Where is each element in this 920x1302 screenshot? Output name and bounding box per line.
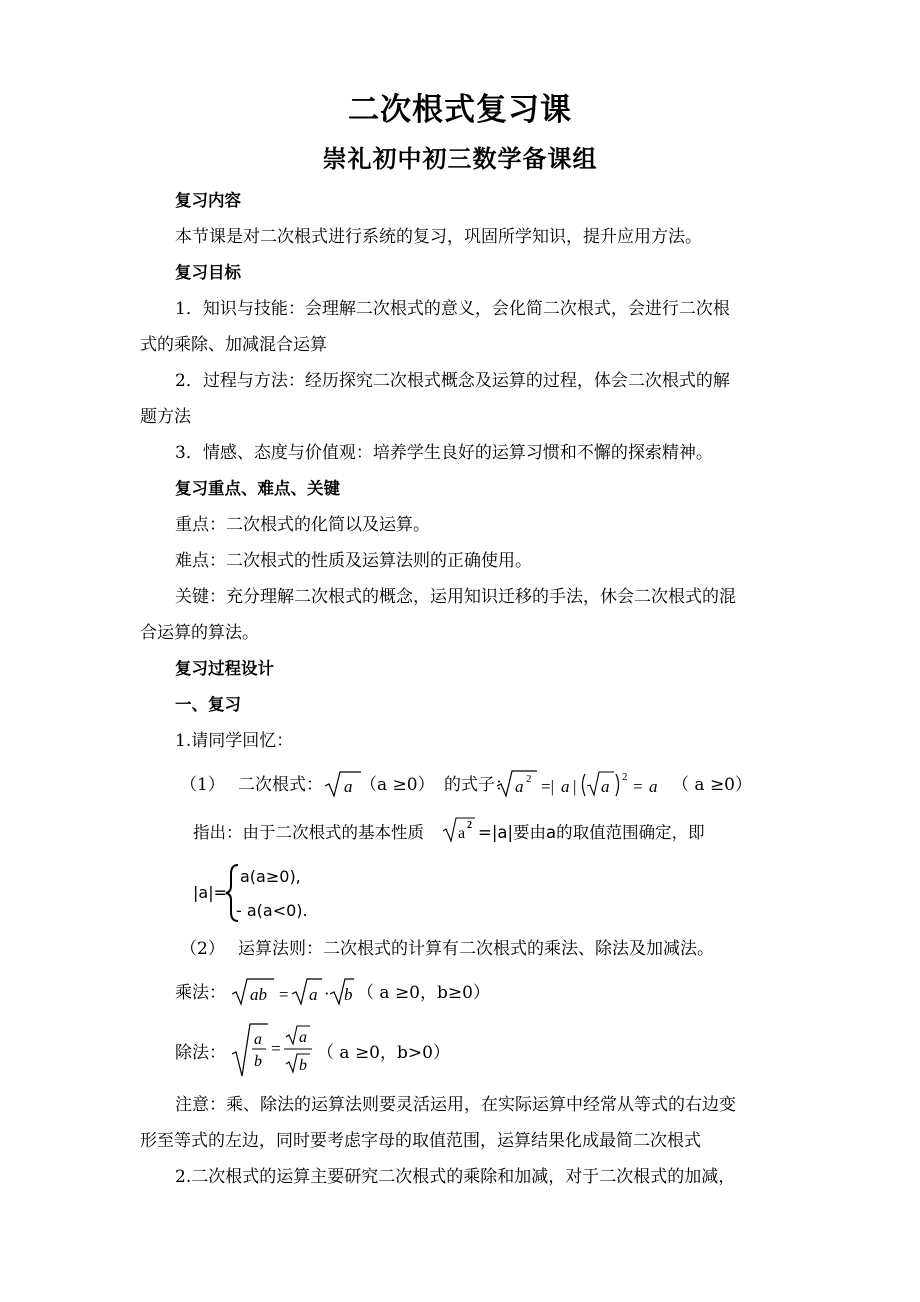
svg-text:a: a	[561, 777, 570, 796]
svg-text:a: a	[458, 825, 466, 842]
sqrt-a-formula	[323, 768, 363, 800]
svg-text:=: =	[271, 1039, 281, 1058]
content-paragraph: 本节课是对二次根式进行系统的复习，巩固所学知识，提升应用方法。	[175, 227, 702, 247]
goal-3: 3．情感、态度与价值观：培养学生良好的运算习惯和不懈的探索精神。	[175, 443, 713, 463]
section-heading-keypoints: 复习重点、难点、关键	[175, 479, 340, 498]
section-heading-process: 复习过程设计	[175, 659, 274, 678]
svg-text:a: a	[649, 777, 658, 796]
division-label: 除法：	[175, 1043, 226, 1063]
goal-1-line-2: 式的乘除、加减混合运算	[140, 335, 327, 355]
svg-text:=: =	[279, 985, 289, 1004]
multiplication-condition: （ a ≥0，b≥0）	[357, 983, 490, 1003]
caution-line-2: 形至等式的左边，同时要考虑字母的取值范围，运算结果化成最简二次根式	[140, 1131, 701, 1151]
part-1-heading: 一、复习	[175, 695, 241, 714]
goal-2-line-2: 题方法	[140, 407, 191, 427]
caution-line-1: 注意：乘、除法的运算法则要灵活运用，在实际运算中经常从等式的右边变	[175, 1095, 736, 1115]
page-subtitle: 崇礼初中初三数学备课组	[322, 145, 598, 173]
item-1-condition-2: （ a ≥0）	[672, 775, 753, 795]
key-point: 重点：二次根式的化简以及运算。	[175, 515, 430, 535]
division-formula	[230, 1018, 314, 1080]
section-heading-goals: 复习目标	[175, 263, 241, 282]
abs-a-label: |a|=	[193, 883, 227, 902]
recall-prompt: 1.请同学回忆：	[175, 731, 294, 751]
goal-1-line-1: 1．知识与技能：会理解二次根式的意义，会化简二次根式，会进行二次根	[175, 299, 730, 319]
abs-case-1: a(a≥0),	[240, 867, 301, 886]
multiplication-formula	[230, 974, 354, 1008]
svg-text:2: 2	[622, 771, 628, 783]
svg-text:b: b	[344, 985, 353, 1004]
note-part-1: 指出：由于二次根式的基本性质	[193, 823, 424, 842]
item-1-mid: 的式子：	[444, 775, 512, 795]
svg-text:b: b	[299, 1057, 307, 1074]
multiplication-label: 乘法：	[175, 983, 226, 1003]
abs-case-2: - a(a<0).	[236, 901, 308, 920]
svg-text:a: a	[254, 1031, 262, 1048]
crux-line-1: 关键：充分理解二次根式的概念，运用知识迁移的手法，休会二次根式的混	[175, 587, 736, 607]
crux-line-2: 合运算的算法。	[140, 623, 259, 643]
goal-2-line-1: 2．过程与方法：经历探究二次根式概念及运算的过程，体会二次根式的解	[175, 371, 730, 391]
item-1-condition: （a ≥0）	[360, 775, 435, 795]
svg-text:=: =	[633, 777, 643, 796]
paragraph-2-line-1: 2.二次根式的运算主要研究二次根式的乘除和加减，对于二次根式的加减，	[175, 1167, 736, 1187]
note-part-2: =|a|要由a的取值范围确定，即	[478, 823, 705, 842]
svg-text:2: 2	[467, 820, 472, 831]
division-condition: （ a ≥0，b>0）	[317, 1043, 450, 1063]
item-2-label: （2）	[180, 939, 225, 959]
svg-text:a: a	[299, 1029, 307, 1046]
item-1-label: （1）	[180, 775, 225, 795]
svg-text:a: a	[601, 777, 610, 796]
svg-text:ab: ab	[250, 985, 267, 1004]
svg-text:a: a	[309, 985, 318, 1004]
svg-text:|: |	[573, 777, 577, 796]
sqrt-a-squared	[441, 814, 477, 844]
item-1-text: 二次根式：	[238, 775, 323, 795]
svg-text:b: b	[254, 1053, 262, 1070]
page-title: 二次根式复习课	[348, 92, 572, 128]
difficult-point: 难点：二次根式的性质及运算法则的正确使用。	[175, 551, 532, 571]
sqrt-property-formulas	[495, 766, 675, 800]
svg-text:2: 2	[526, 773, 532, 785]
item-2-text: 运算法则：二次根式的计算有二次根式的乘法、除法及加减法。	[238, 939, 714, 959]
svg-text:a: a	[515, 777, 524, 796]
svg-text:·: ·	[324, 984, 330, 1003]
section-heading-content: 复习内容	[175, 191, 241, 210]
svg-text:a: a	[344, 777, 353, 796]
svg-text:=|: =|	[541, 777, 554, 796]
